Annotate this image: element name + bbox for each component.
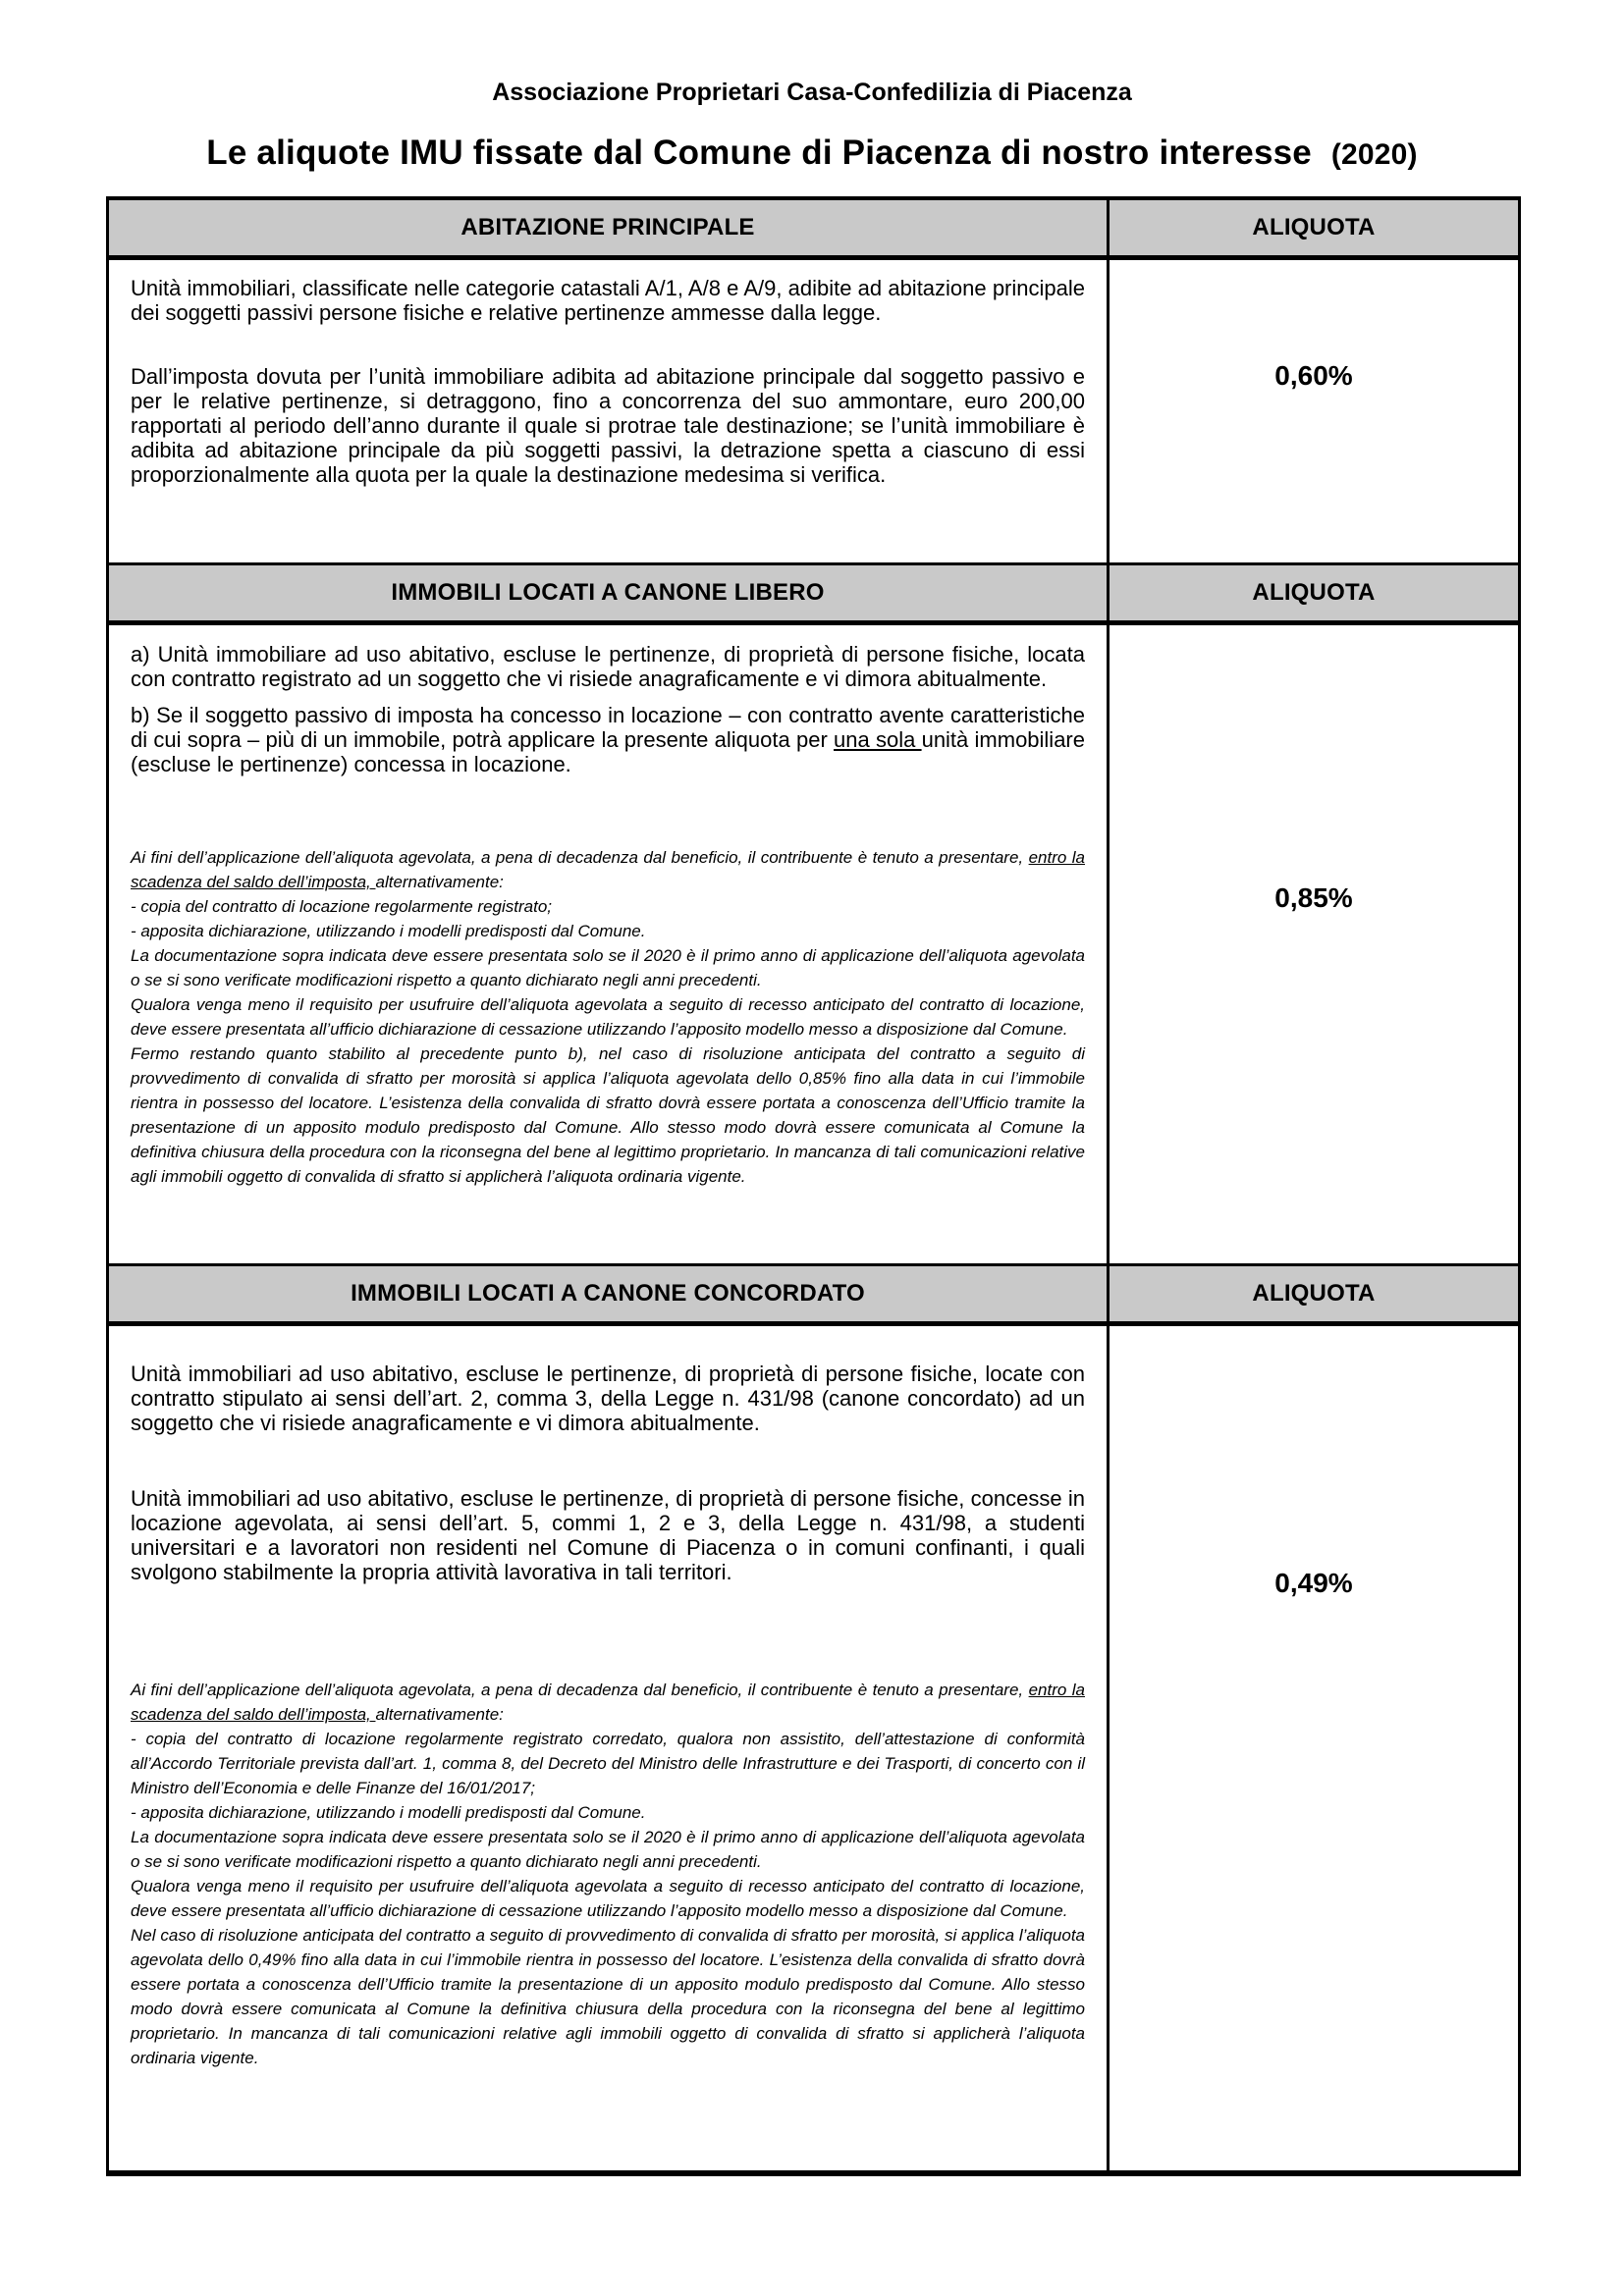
- page-title-year: (2020): [1330, 137, 1418, 171]
- description-cell: [109, 260, 1107, 562]
- page-title-text: Le aliquote IMU fissate dal Comune di Piacenza di nostro interesse: [206, 133, 1312, 172]
- paragraph: a) Unità immobiliare ad uso abitativo, escluse le pertinenze, di proprietà di persone fisiche, locata con contratto registrato ad un soggetto che vi risiede anagraficamente e vi dimora abitualmente.: [131, 641, 1085, 691]
- rate-value: 0,60%: [1274, 359, 1353, 391]
- notes-block: [131, 845, 1085, 1189]
- section-header-canone-concordato: [109, 1263, 1518, 1326]
- note-paragraph: Nel caso di risoluzione anticipata del contratto a seguito di provvedimento di convalida di sfratto per morosità, si applica l’aliquota agevolata dello 0,49% fino alla data in cui l’immobile rientra in possesso del locatore. L’esistenza della convalida di sfratto dovrà essere portata a conoscenza dell’Ufficio tramite la presentazione di un apposito modulo predisposto dal Comune. Allo stesso modo dovrà essere comunicata al Comune la definitiva chiusura della procedura con la riconsegna del bene al legittimo proprietario. In mancanza di tali comunicazioni relative agli immobili oggetto di convalida di sfratto si applicherà l’aliquota ordinaria vigente.: [131, 1925, 1085, 2067]
- section-title-cell: IMMOBILI LOCATI A CANONE CONCORDATO: [351, 1279, 865, 1307]
- description-cell: [109, 625, 1107, 1263]
- note-intro: [131, 845, 1085, 894]
- underlined-text: entro la scadenza del saldo dell’imposta,: [131, 1680, 1086, 1724]
- notes-block: [131, 1678, 1085, 2070]
- section-header-canone-libero: [109, 562, 1518, 625]
- text-segment: alternativamente:: [375, 872, 504, 891]
- aliquota-header-cell: ALIQUOTA: [1107, 565, 1518, 620]
- note-paragraph: La documentazione sopra indicata deve essere presentata solo se il 2020 è il primo anno di applicazione dell’aliquota agevolata o se si sono verificate modificazioni rispetto a quanto dichiarato negli anni precedenti.: [131, 945, 1085, 989]
- note-intro: [131, 1678, 1085, 1727]
- text-segment: b) Se il soggetto passivo di imposta ha concesso in locazione – con contratto avente caratteristiche di cui sopra – più di un immobile, potrà applicare la presente aliquota per: [131, 702, 1085, 752]
- note-bullet: - copia del contratto di locazione regolarmente registrato corredato, qualora non assistito, dell’attestazione di conformità all’Accordo Territoriale prevista dall’art. 1, comma 8, del Decreto del Ministro delle Infrastrutture e dei Trasporti, di concerto con il Ministro dell’Economia e delle Finanze del 16/01/2017;: [131, 1729, 1085, 1797]
- paragraph: Unità immobiliari ad uso abitativo, escluse le pertinenze, di proprietà di persone fisiche, locate con contratto stipulato ai sensi dell’art. 2, comma 3, della Legge n. 431/98 (canone concordato) ad un soggetto che vi risiede anagraficamente e vi dimora abitualmente.: [131, 1361, 1085, 1435]
- section-body-canone-libero: [109, 625, 1518, 1263]
- note-paragraph: Qualora venga meno il requisito per usufruire dell’aliquota agevolata a seguito di recesso anticipato del contratto di locazione, deve essere presentata all’ufficio dichiarazione di cessazione utilizzando l’apposito modello messo a disposizione dal Comune.: [131, 1876, 1085, 1920]
- underlined-text: una sola: [834, 726, 922, 752]
- text-segment: alternativamente:: [375, 1704, 504, 1724]
- aliquota-header-cell: ALIQUOTA: [1107, 200, 1518, 255]
- rate-value: 0,49%: [1274, 1567, 1353, 1598]
- paragraph: Unità immobiliari, classificate nelle categorie catastali A/1, A/8 e A/9, adibite ad abitazione principale dei soggetti passivi persone fisiche e relative pertinenze ammesse dalla legge.: [131, 275, 1085, 325]
- note-paragraph: La documentazione sopra indicata deve essere presentata solo se il 2020 è il primo anno di applicazione dell’aliquota agevolata o se si sono verificate modificazioni rispetto a quanto dichiarato negli anni precedenti.: [131, 1827, 1085, 1871]
- page-title: [0, 133, 1624, 174]
- rate-cell: [1107, 625, 1518, 1263]
- paragraph: Dall’imposta dovuta per l’unità immobiliare adibita ad abitazione principale dal soggetto passivo e per le relative pertinenze, si detraggono, fino a concorrenza del suo ammontare, euro 200,00 rapportati al periodo dell’anno durante il quale si protrae tale destinazione; se l’unità immobiliare è adibita ad abitazione principale da più soggetti passivi, la detrazione spetta a ciascuno di essi proporzionalmente alla quota per la quale la destinazione medesima si verifica.: [131, 363, 1085, 487]
- note-paragraph: Qualora venga meno il requisito per usufruire dell’aliquota agevolata a seguito di recesso anticipato del contratto di locazione, deve essere presentata all’ufficio dichiarazione di cessazione utilizzando l’apposito modello messo a disposizione dal Comune.: [131, 994, 1085, 1039]
- description-cell: [109, 1326, 1107, 2170]
- paragraph: Unità immobiliari ad uso abitativo, escluse le pertinenze, di proprietà di persone fisiche, concesse in locazione agevolata, ai sensi dell’art. 5, commi 1, 2 e 3, della Legge n. 431/98, a studenti universitari e a lavoratori non residenti nel Comune di Piacenza o in comuni confinanti, i quali svolgono stabilmente la propria attività lavorativa in tali territori.: [131, 1485, 1085, 1584]
- text-segment: Ai fini dell’applicazione dell’aliquota agevolata, a pena di decadenza dal beneficio, il contribuente è tenuto a presentare,: [131, 1680, 1029, 1699]
- aliquote-table: [106, 196, 1521, 2176]
- note-bullet: - copia del contratto di locazione regolarmente registrato;: [131, 896, 553, 916]
- section-body-abitazione-principale: [109, 260, 1518, 562]
- note-paragraph: Fermo restando quanto stabilito al precedente punto b), nel caso di risoluzione anticipata del contratto a seguito di provvedimento di convalida di sfratto per morosità si applica l’aliquota agevolata dello 0,85% fino alla data in cui l’immobile rientra in possesso del locatore. L’esistenza della convalida di sfratto dovrà essere portata a conoscenza dell’Ufficio tramite la presentazione di un apposito modulo predisposto dal Comune. Allo stesso modo dovrà essere comunicata al Comune la definitiva chiusura della procedura con la riconsegna del bene al legittimo proprietario. In mancanza di tali comunicazioni relative agli immobili oggetto di convalida di sfratto si applicherà l’aliquota ordinaria vigente.: [131, 1043, 1085, 1186]
- section-title-cell: IMMOBILI LOCATI A CANONE LIBERO: [391, 578, 825, 606]
- section-title-cell: ABITAZIONE PRINCIPALE: [460, 213, 755, 240]
- text-segment: Ai fini dell’applicazione dell’aliquota agevolata, a pena di decadenza dal beneficio, il contribuente è tenuto a presentare,: [131, 847, 1029, 867]
- note-bullet: - apposita dichiarazione, utilizzando i modelli predisposti dal Comune.: [131, 1802, 646, 1822]
- aliquota-header-cell: ALIQUOTA: [1107, 1266, 1518, 1321]
- note-bullet: - apposita dichiarazione, utilizzando i modelli predisposti dal Comune.: [131, 921, 646, 940]
- text-segment: unità immobiliare (escluse le pertinenze) concessa in locazione.: [131, 726, 1085, 776]
- section-body-canone-concordato: [109, 1326, 1518, 2170]
- rate-cell: [1107, 260, 1518, 562]
- rate-value: 0,85%: [1274, 881, 1353, 913]
- section-header-abitazione-principale: [109, 196, 1518, 260]
- org-title: Associazione Proprietari Casa-Confedilizia di Piacenza: [492, 79, 1132, 106]
- underlined-text: entro la scadenza del saldo dell’imposta,: [131, 847, 1086, 891]
- paragraph: [131, 703, 1085, 776]
- rate-cell: [1107, 1326, 1518, 2170]
